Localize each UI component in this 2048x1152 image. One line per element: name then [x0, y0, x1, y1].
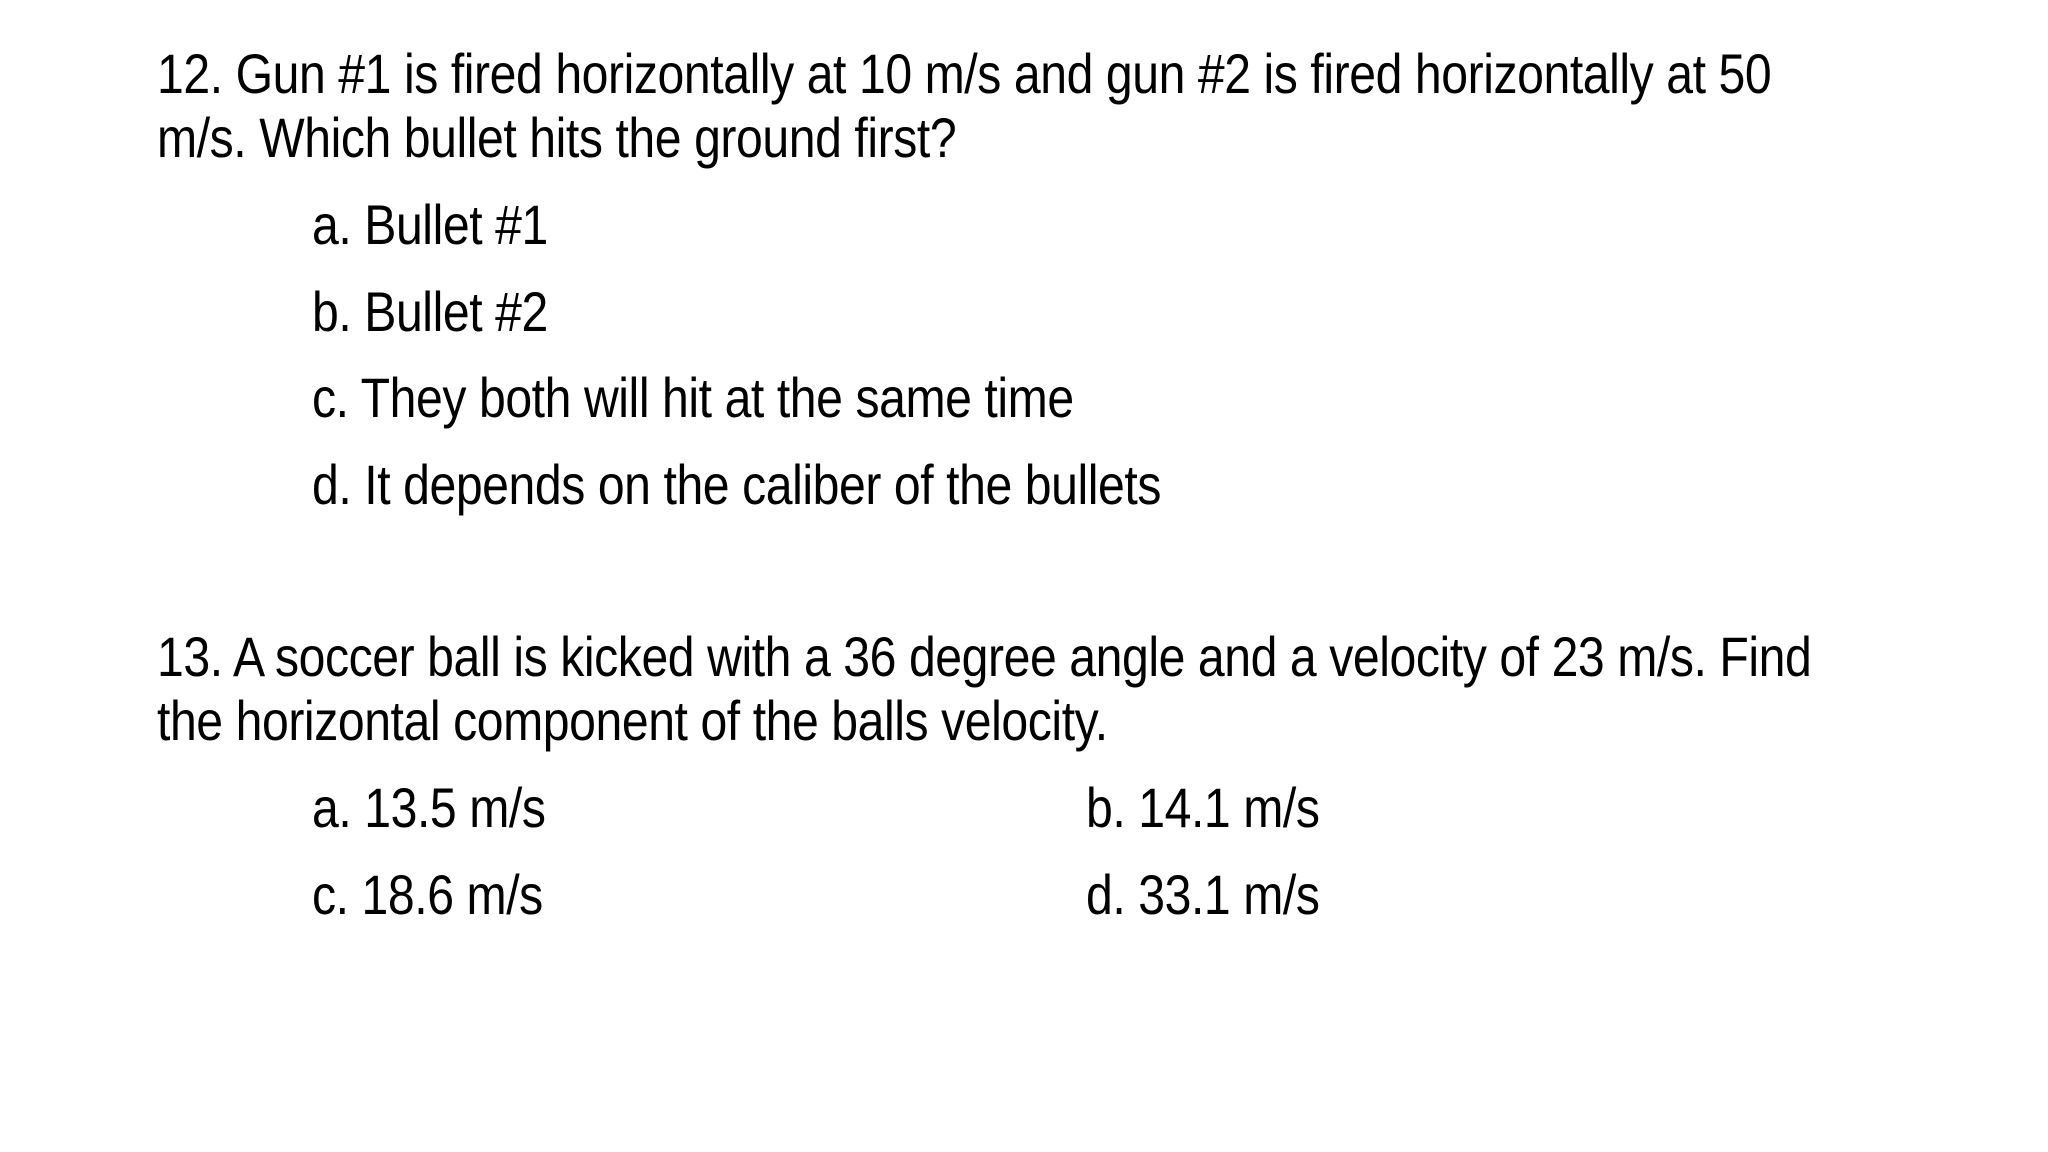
question-13-option-b: b. 14.1 m/s: [1086, 776, 1320, 839]
question-13-option-a: a. 13.5 m/s: [312, 776, 546, 839]
question-12-option-a: a. Bullet #1: [312, 193, 548, 256]
question-13-option-d: d. 33.1 m/s: [1086, 863, 1320, 926]
question-13-stem: 13. A soccer ball is kicked with a 36 degree angle and a velocity of 23 m/s. Find the horizontal component of the balls velocity.: [157, 625, 1812, 752]
question-12-stem: 12. Gun #1 is fired horizontally at 10 m/s and gun #2 is fired horizontally at 50 m/s. Which bullet hits the ground first?: [157, 42, 1772, 169]
question-12-option-d: d. It depends on the caliber of the bullets: [312, 453, 1161, 516]
question-12-option-b: b. Bullet #2: [312, 280, 548, 343]
question-13-option-c: c. 18.6 m/s: [312, 863, 543, 926]
question-12-option-c: c. They both will hit at the same time: [312, 366, 1074, 429]
